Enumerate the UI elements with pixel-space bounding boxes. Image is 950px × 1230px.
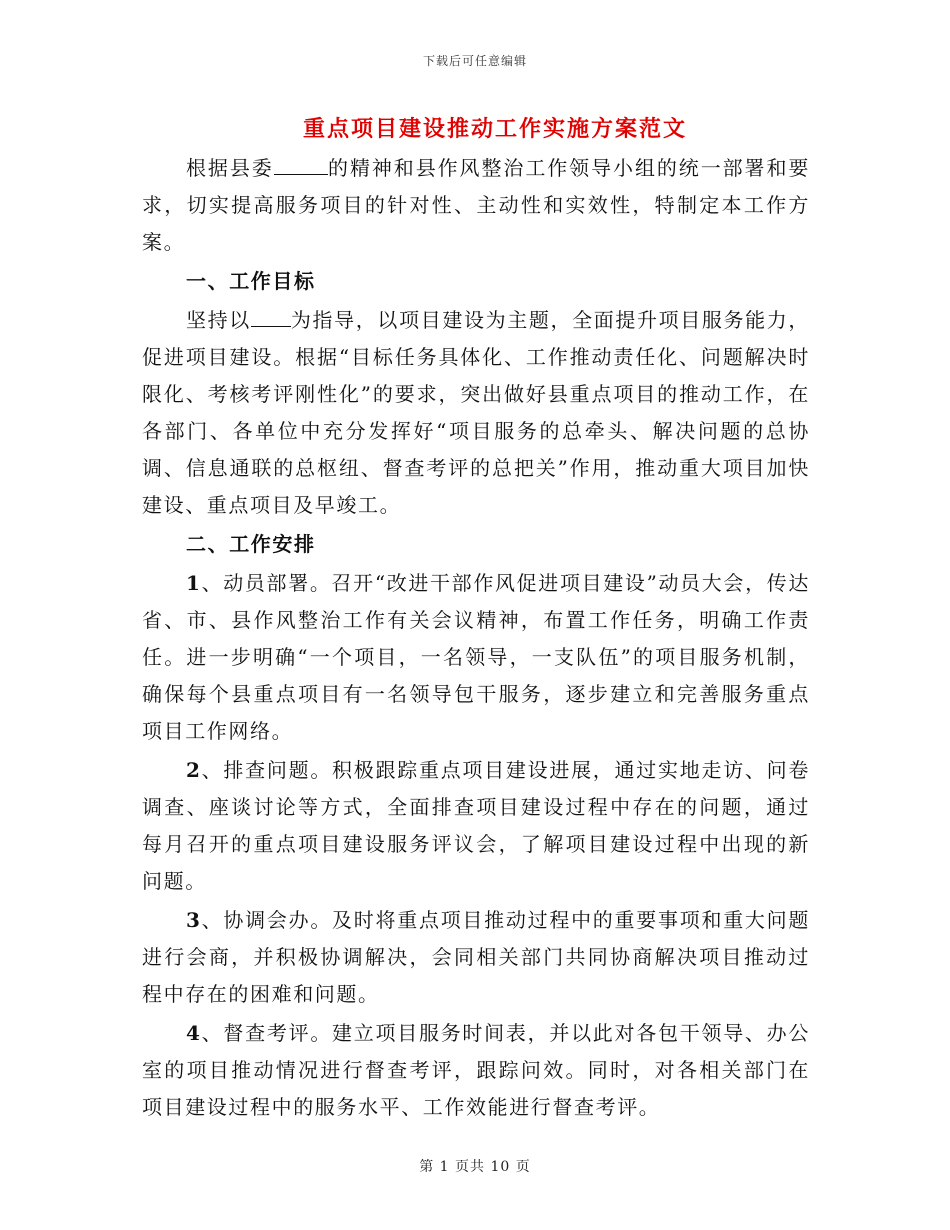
- fill-in-blank: [251, 308, 291, 327]
- item-number: 3: [186, 908, 202, 932]
- header-note: 下载后可任意编辑: [422, 54, 527, 68]
- item-number: 4: [186, 1021, 202, 1045]
- item-text: 、协调会办。及时将重点项目推动过程中的重要事项和重大问题进行会商，并积极协调解决，会同相关部门共同协商解决项目推动过程中存在的困难和问题。: [142, 908, 810, 1006]
- item-text: 、督查考评。建立项目服务时间表，并以此对各包干领导、办公室的项目推动情况进行督查考评，跟踪问效。同时，对各相关部门在项目建设过程中的服务水平、工作效能进行督查考评。: [142, 1021, 810, 1119]
- intro-text-end: 的精神和县作风整治工作领导小组的统一部署和要求，切实提高服务项目的针对性、主动性和实效性，特制定本工作方案。: [142, 156, 811, 254]
- fill-in-blank: [274, 156, 328, 175]
- goals-text-start: 坚持以: [186, 308, 251, 332]
- arrangement-item-3: [142, 902, 810, 1013]
- goals-paragraph: [142, 302, 810, 524]
- section-heading-goals: 一、工作目标: [186, 269, 316, 293]
- item-text: 、排查问题。积极跟踪重点项目建设进展，通过实地走访、问卷调查、座谈讨论等方式，全面排查项目建设过程中存在的问题，通过每月召开的重点项目建设服务评议会，了解项目建设过程中出现的新问题。: [142, 758, 810, 893]
- goals-text-end: 为指导，以项目建设为主题，全面提升项目服务能力，促进项目建设。根据“目标任务具体化、工作推动责任化、问题解决时限化、考核考评刚性化”的要求，突出做好县重点项目的推动工作，在各部门、各单位中充分发挥好“项目服务的总牵头、解决问题的总协调、信息通联的总枢纽、督查考评的总把关”作用，推动重大项目加快建设、重点项目及早竣工。: [142, 308, 810, 517]
- document-body: [142, 150, 810, 1128]
- intro-paragraph: [142, 150, 810, 261]
- item-number: 1: [186, 571, 202, 595]
- page-number-footer: 第 1 页共 10 页: [419, 1159, 531, 1175]
- section-heading-arrangements: 二、工作安排: [186, 532, 316, 556]
- arrangement-item-2: [142, 752, 810, 900]
- document-title: 重点项目建设推动工作实施方案范文: [302, 116, 687, 142]
- item-number: 2: [186, 758, 202, 782]
- intro-text-start: 根据县委: [186, 156, 274, 180]
- arrangement-item-4: [142, 1015, 810, 1126]
- arrangement-item-1: [142, 565, 810, 750]
- item-text: 、动员部署。召开“改进干部作风促进项目建设”动员大会，传达省、市、县作风整治工作有关会议精神，布置工作任务，明确工作责任。进一步明确“一个项目，一名领导，一支队伍”的项目服务机制，确保每个县重点项目有一名领导包干服务，逐步建立和完善服务重点项目工作网络。: [142, 571, 810, 743]
